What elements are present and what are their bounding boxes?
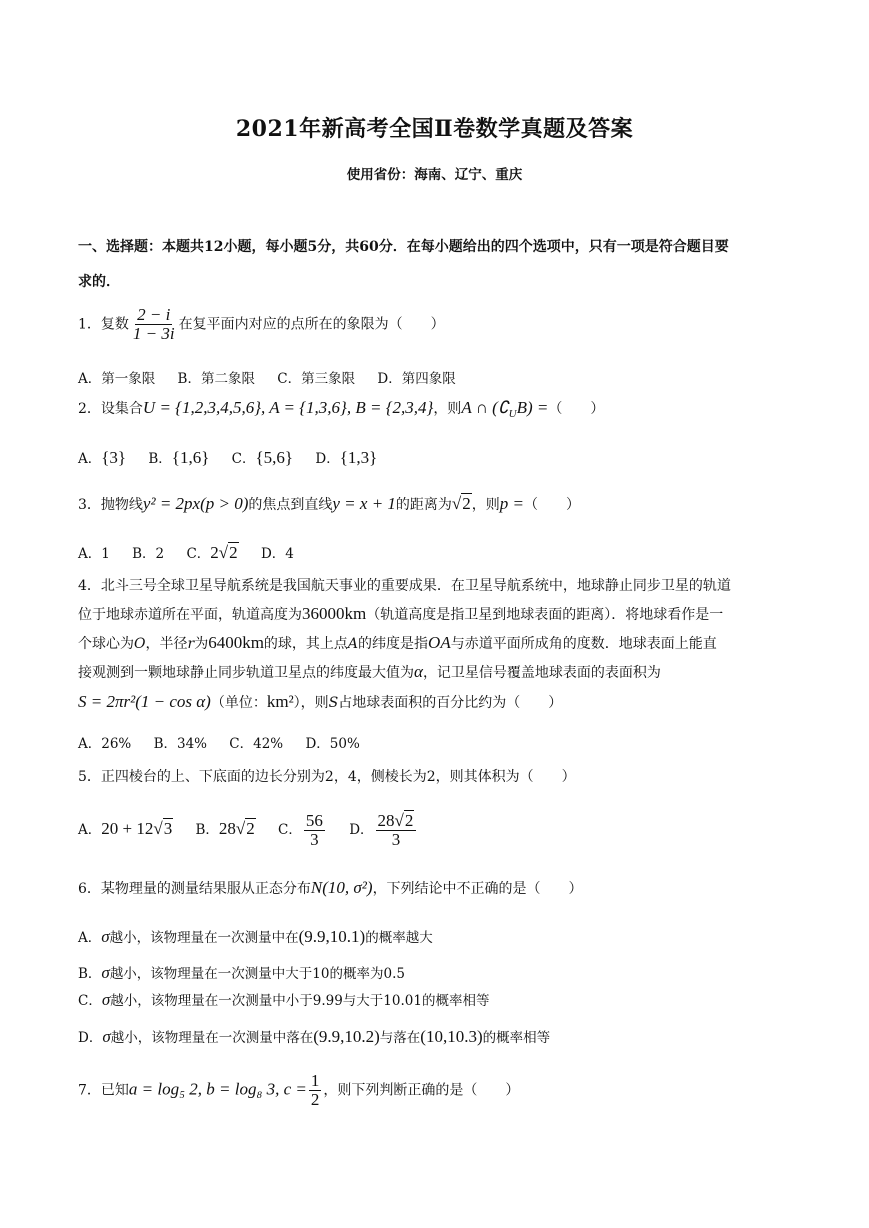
q4-line5c: 占地球表面积的百分比约为（ ）: [338, 695, 563, 711]
q2-prefix: 2．设集合: [78, 401, 143, 417]
q4-line3a: 个球心为: [78, 636, 134, 652]
q7-den: 2: [310, 1089, 320, 1109]
q5-option-a-label: A．: [78, 821, 102, 838]
q6-option-a-text1: 越小，该物理量在一次测量中在: [109, 930, 299, 946]
q5-option-b-value: 28: [218, 818, 236, 838]
q2-option-b: {1,6}: [171, 448, 210, 467]
q6-option-d-label: D．: [78, 1030, 103, 1046]
q6-option-d-text1: 越小，该物理量在一次测量中落在: [110, 1030, 314, 1046]
q1-option-c: C．第三象限: [277, 371, 356, 387]
q1-options: [78, 367, 456, 387]
q5-option-b-label: B．: [195, 821, 219, 838]
question-4-line2: [78, 604, 723, 624]
q6-option-d-interval1: (9.9,10.2): [313, 1027, 380, 1046]
q3-option-c-label: C．: [186, 546, 211, 562]
q6-option-d-text2: 与落在: [379, 1030, 421, 1046]
q2-option-c-label: C．: [231, 451, 256, 467]
q5-option-d-coef: 28: [377, 811, 395, 830]
q1-fraction: [131, 306, 177, 343]
q4-unit: km²: [266, 692, 294, 711]
q5-option-b: 28√2: [218, 818, 255, 838]
q4-radius-r: r: [187, 636, 195, 652]
page-subtitle: 使用省份：海南、辽宁、重庆: [346, 167, 523, 183]
q7-fraction: [309, 1072, 322, 1109]
q2-suffix: （ ）: [548, 401, 605, 417]
q6-option-c-sigma: σ: [101, 990, 111, 1009]
q4-line2a: 位于地球赤道所在平面，轨道高度为: [78, 607, 302, 623]
question-6: [78, 878, 583, 898]
q6-option-c-text: 越小，该物理量在一次测量中小于9.99与大于10.01的概率相等: [110, 993, 490, 1009]
q6-option-a-label: A．: [78, 930, 102, 946]
q3-options: [78, 542, 294, 563]
question-2: [78, 398, 604, 420]
q6-option-b-text: 越小，该物理量在一次测量中大于10的概率为0.5: [109, 966, 405, 982]
q4-line3e: 的纬度是指: [358, 636, 429, 652]
q4-line4a: 接观测到一颗地球静止同步轨道卫星点的纬度最大值为: [78, 665, 414, 681]
q4-alpha: α: [414, 662, 423, 681]
q3-mid1: 的焦点到直线: [248, 497, 333, 513]
q6-option-a-sigma: σ: [101, 927, 110, 946]
q6-option-c-label: C．: [78, 993, 102, 1009]
q1-option-b: B．第二象限: [177, 371, 255, 387]
q1-prefix: 1．复数: [78, 316, 129, 333]
q5-options: [78, 812, 418, 849]
question-7: [78, 1072, 519, 1109]
q6-option-d: [78, 1026, 550, 1047]
q2-expr-a: A ∩ (∁: [461, 398, 509, 417]
q4-line2b: （轨道高度是指卫星到地球表面的距离）．将地球看作是一: [366, 607, 724, 623]
q3-option-c-root: 2: [229, 543, 238, 562]
q1-option-a: A．第一象限: [78, 371, 156, 387]
q3-line: y = x + 1: [332, 494, 396, 513]
q5-option-d-label: D．: [349, 821, 374, 838]
q4-point-a: A: [347, 636, 359, 652]
question-4-line4: [78, 662, 661, 682]
question-4-line3: [78, 633, 717, 653]
q4-orbit-height: 36000km: [302, 604, 367, 623]
q2-expr-b: B) =: [516, 398, 549, 417]
question-1: [78, 306, 445, 343]
q4-line4b: ，记卫星信号覆盖地球表面的表面积为: [422, 665, 661, 681]
q3-distance: √2: [451, 494, 471, 513]
q6-option-a: [78, 926, 433, 947]
q5-option-d-root: 2: [404, 811, 414, 830]
q5-option-a: 20 + 12√3: [101, 818, 173, 838]
q3-suffix: （ ）: [524, 497, 580, 513]
q4-option-b: B．34%: [153, 736, 207, 752]
q4-center-o: O: [134, 636, 146, 652]
q4-option-a: A．26%: [78, 736, 132, 752]
q3-option-c-coef: 2: [210, 543, 219, 562]
q2-mid: ，则: [433, 401, 462, 417]
q3-parabola: y² = 2px(p > 0): [142, 494, 249, 513]
q3-p: p =: [499, 494, 524, 513]
q7-num: 1: [310, 1071, 320, 1090]
q4-option-d: D．50%: [305, 736, 360, 752]
q3-mid2: 的距离为: [395, 497, 452, 513]
q6-option-d-text3: 的概率相等: [482, 1030, 551, 1046]
q4-option-c: C．42%: [229, 736, 284, 752]
q7-suffix: ，则下列判断正确的是（ ）: [323, 1082, 520, 1099]
section-heading-line2: 求的．: [78, 274, 120, 290]
q6-option-a-interval: (9.9,10.1): [298, 927, 366, 946]
q5-option-c: [304, 812, 325, 849]
q3-distance-radicand: 2: [462, 494, 471, 513]
q6-option-a-text2: 的概率越大: [365, 930, 433, 946]
q5-option-c-num: 56: [305, 811, 323, 830]
q7-prefix: 7．已知: [78, 1082, 129, 1099]
q4-oa: OA: [428, 633, 451, 652]
q6-option-d-sigma: σ: [102, 1027, 111, 1046]
q6-suffix: ，下列结论中不正确的是（ ）: [372, 881, 583, 897]
q4-line3c: 为: [194, 636, 209, 652]
q2-option-b-label: B．: [148, 451, 172, 467]
q3-option-d: D．4: [260, 546, 294, 562]
q7-expr: a = log₅ 2, b = log₈ 3, c =: [128, 1079, 307, 1099]
q4-area-formula: S = 2πr²(1 − cos α): [78, 692, 211, 711]
q2-complement-sub: U: [508, 407, 517, 420]
q4-line3f: 与赤道平面所成角的度数．地球表面上能直: [450, 636, 717, 652]
q4-options: [78, 732, 360, 752]
q5-option-d-den: 3: [391, 829, 401, 849]
q4-radius-value: 6400km: [208, 633, 264, 652]
question-4-line5: [78, 692, 562, 712]
q2-option-a: {3}: [101, 448, 127, 467]
question-4-line1: 4．北斗三号全球卫星导航系统是我国航天事业的重要成果．在卫星导航系统中，地球静止同步卫星的轨道: [78, 578, 731, 594]
q4-unit-label: （单位：: [210, 695, 267, 711]
q6-option-b-sigma: σ: [101, 963, 110, 982]
q4-line3b: ，半径: [145, 636, 188, 652]
q3-prefix: 3．抛物线: [78, 497, 143, 513]
q1-suffix: 在复平面内对应的点所在的象限为（ ）: [178, 316, 445, 333]
section-heading-line1: 一、选择题：本题共12小题，每小题5分，共60分．在每小题给出的四个选项中，只有一项是符合题目要: [78, 239, 729, 255]
q2-option-d: {1,3}: [339, 448, 378, 467]
page-title: 2021年新高考全国Ⅱ卷数学真题及答案: [235, 116, 634, 142]
q6-prefix: 6．某物理量的测量结果服从正态分布: [78, 881, 311, 897]
q3-option-b: B．2: [132, 546, 165, 562]
q6-distribution: N(10, σ²): [310, 878, 373, 897]
q2-option-c: {5,6}: [255, 448, 294, 467]
q2-sets: U = {1,2,3,4,5,6}, A = {1,3,6}, B = {2,3,4}: [142, 398, 434, 417]
q5-option-a-value: 20 + 12: [101, 818, 154, 838]
q1-option-d: D．第四象限: [377, 371, 456, 387]
q4-line3d: 的球，其上点: [263, 636, 348, 652]
question-5: 5．正四棱台的上、下底面的边长分别为2，4，侧棱长为2，则其体积为（ ）: [78, 769, 576, 785]
q4-line5b: ），则: [293, 695, 329, 711]
q4-s: S: [328, 695, 339, 711]
q3-mid3: ，则: [471, 497, 500, 513]
q6-option-b-label: B．: [78, 966, 102, 982]
q6-option-d-interval2: (10,10.3): [420, 1027, 483, 1046]
q3-option-c: 2√2: [210, 543, 238, 562]
question-3: [78, 494, 580, 514]
q6-option-c: [78, 989, 489, 1010]
q5-option-a-root: 3: [163, 818, 173, 838]
q2-options: [78, 447, 377, 468]
q2-option-a-label: A．: [78, 451, 102, 467]
q3-option-a: A．1: [78, 546, 110, 562]
q2-option-d-label: D．: [315, 451, 340, 467]
q5-option-c-label: C．: [278, 821, 302, 838]
q5-option-c-den: 3: [310, 829, 319, 849]
q5-option-b-root: 2: [246, 818, 255, 838]
q1-denominator: 1 − 3i: [132, 323, 175, 343]
q6-option-b: [78, 962, 405, 983]
q5-option-d: $\frac{28√2}{3}$: [376, 812, 417, 849]
q1-numerator: 2 − i: [137, 305, 171, 324]
